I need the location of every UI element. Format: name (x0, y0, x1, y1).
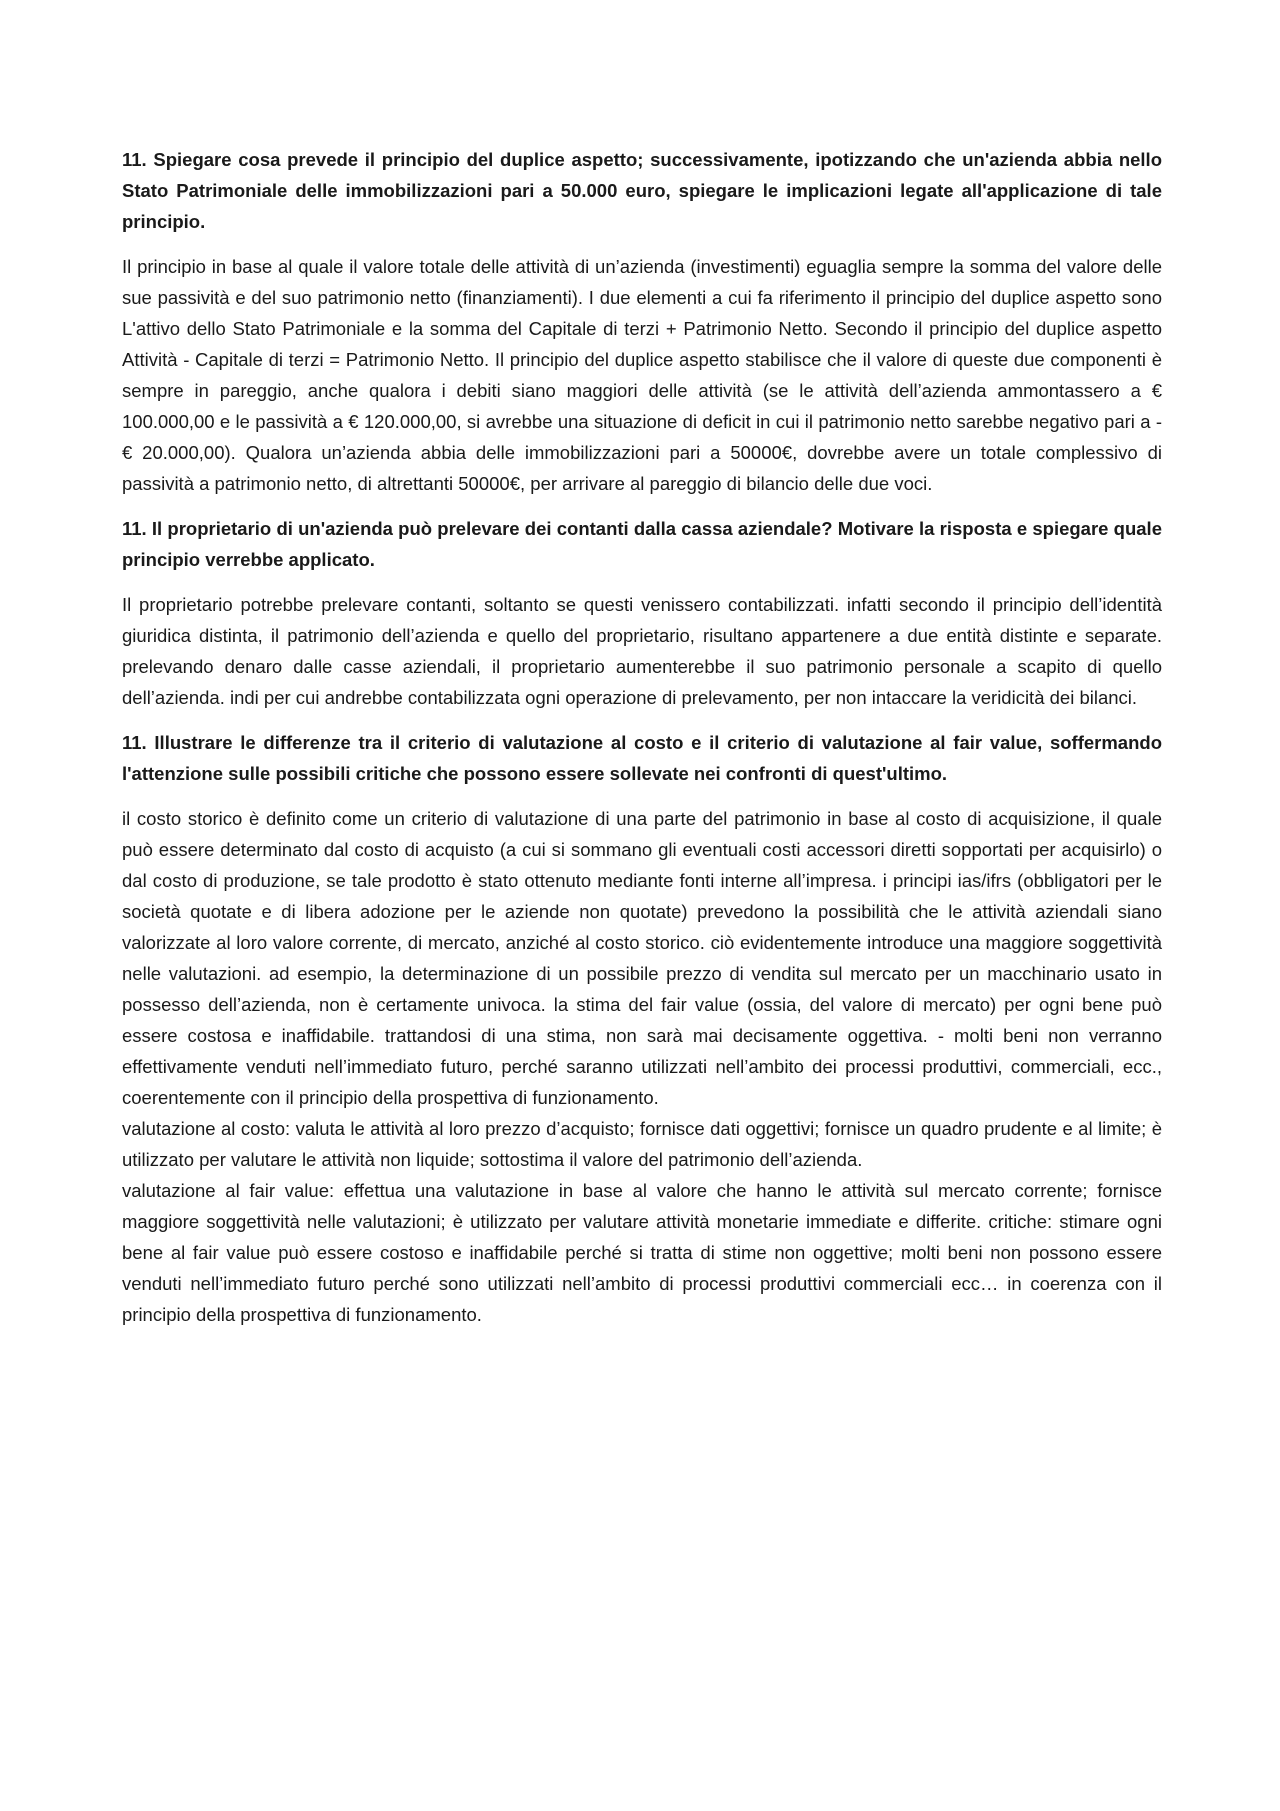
answer-text (122, 589, 1162, 713)
answer-paragraph: Il principio in base al quale il valore totale delle attività di un’azienda (investimenti) eguaglia sempre la somma del valore delle sue passività e del suo patrimonio netto (finanziamenti). I due elementi a cui fa riferimento il principio del duplice aspetto sono L'attivo dello Stato Patrimoniale e la somma del Capitale di terzi + Patrimonio Netto. Secondo il principio del duplice aspetto Attività - Capitale di terzi = Patrimonio Netto. Il principio del duplice aspetto stabilisce che il valore di queste due componenti è sempre in pareggio, anche qualora i debiti siano maggiori delle attività (se le attività dell’azienda ammontassero a € 100.000,00 e le passività a € 120.000,00, si avrebbe una situazione di deficit in cui il patrimonio netto sarebbe negativo pari a - € 20.000,00). Qualora un’azienda abbia delle immobilizzazioni pari a 50000€, dovrebbe avere un totale complessivo di passività a patrimonio netto, di altrettanti 50000€, per arrivare al pareggio di bilancio delle due voci. (122, 256, 1162, 494)
question-heading: 11. Spiegare cosa prevede il principio del duplice aspetto; successivamente, ipotizzando che un'azienda abbia nello Stato Patrimoniale delle immobilizzazioni pari a 50.000 euro, spiegare le implicazioni legate all'applicazione di tale principio. (122, 149, 1162, 232)
question-heading: 11. Illustrare le differenze tra il criterio di valutazione al costo e il criterio di valutazione al fair value, soffermando l'attenzione sulle possibili critiche che possono essere sollevate nei confronti di quest'ultimo. (122, 732, 1162, 784)
answer-paragraph: valutazione al costo: valuta le attività al loro prezzo d’acquisto; fornisce dati oggettivi; fornisce un quadro prudente e al limite; è utilizzato per valutare le attività non liquide; sottostima il valore del patrimonio dell’azienda. (122, 1118, 1162, 1170)
answer-paragraph: il costo storico è definito come un criterio di valutazione di una parte del patrimonio in base al costo di acquisizione, il quale può essere determinato dal costo di acquisto (a cui si sommano gli eventuali costi accessori diretti sopportati per acquisirlo) o dal costo di produzione, se tale prodotto è stato ottenuto mediante fonti interne all’impresa. i principi ias/ifrs (obbligatori per le società quotate e di libera adozione per le aziende non quotate) prevedono la possibilità che le attività aziendali siano valorizzate al loro valore corrente, di mercato, anziché al costo storico. ciò evidentemente introduce una maggiore soggettività nelle valutazioni. ad esempio, la determinazione di un possibile prezzo di vendita sul mercato per un macchinario usato in possesso dell’azienda, non è certamente univoca. la stima del fair value (ossia, del valore di mercato) per ogni bene può essere costosa e inaffidabile. trattandosi di una stima, non sarà mai decisamente oggettiva. - molti beni non verranno effettivamente venduti nell’immediato futuro, perché saranno utilizzati nell’ambito dei processi produttivi, commerciali, ecc., coerentemente con il principio della prospettiva di funzionamento. (122, 808, 1162, 1108)
answer-text (122, 803, 1162, 1330)
section-duplice-aspetto (122, 144, 1162, 499)
question-heading: 11. Il proprietario di un'azienda può prelevare dei contanti dalla cassa aziendale? Motivare la risposta e spiegare quale principio verrebbe applicato. (122, 518, 1162, 570)
answer-paragraph: valutazione al fair value: effettua una valutazione in base al valore che hanno le attività sul mercato corrente; fornisce maggiore soggettività nelle valutazioni; è utilizzato per valutare attività monetarie immediate e differite. critiche: stimare ogni bene al fair value può essere costoso e inaffidabile perché si tratta di stime non oggettive; molti beni non possono essere venduti nell’immediato futuro perché sono utilizzati nell’ambito di processi produttivi commerciali ecc… in coerenza con il principio della prospettiva di funzionamento. (122, 1180, 1162, 1325)
document-page (122, 144, 1162, 1344)
answer-paragraph: Il proprietario potrebbe prelevare contanti, soltanto se questi venissero contabilizzati. infatti secondo il principio dell’identità giuridica distinta, il patrimonio dell’azienda e quello del proprietario, risultano appartenere a due entità distinte e separate. prelevando denaro dalle casse aziendali, il proprietario aumenterebbe il suo patrimonio personale a scapito di quello dell’azienda. indi per cui andrebbe contabilizzata ogni operazione di prelevamento, per non intaccare la veridicità dei bilanci. (122, 594, 1162, 708)
section-costo-fair-value (122, 727, 1162, 1330)
answer-text (122, 251, 1162, 499)
section-prelievo-contanti (122, 513, 1162, 713)
